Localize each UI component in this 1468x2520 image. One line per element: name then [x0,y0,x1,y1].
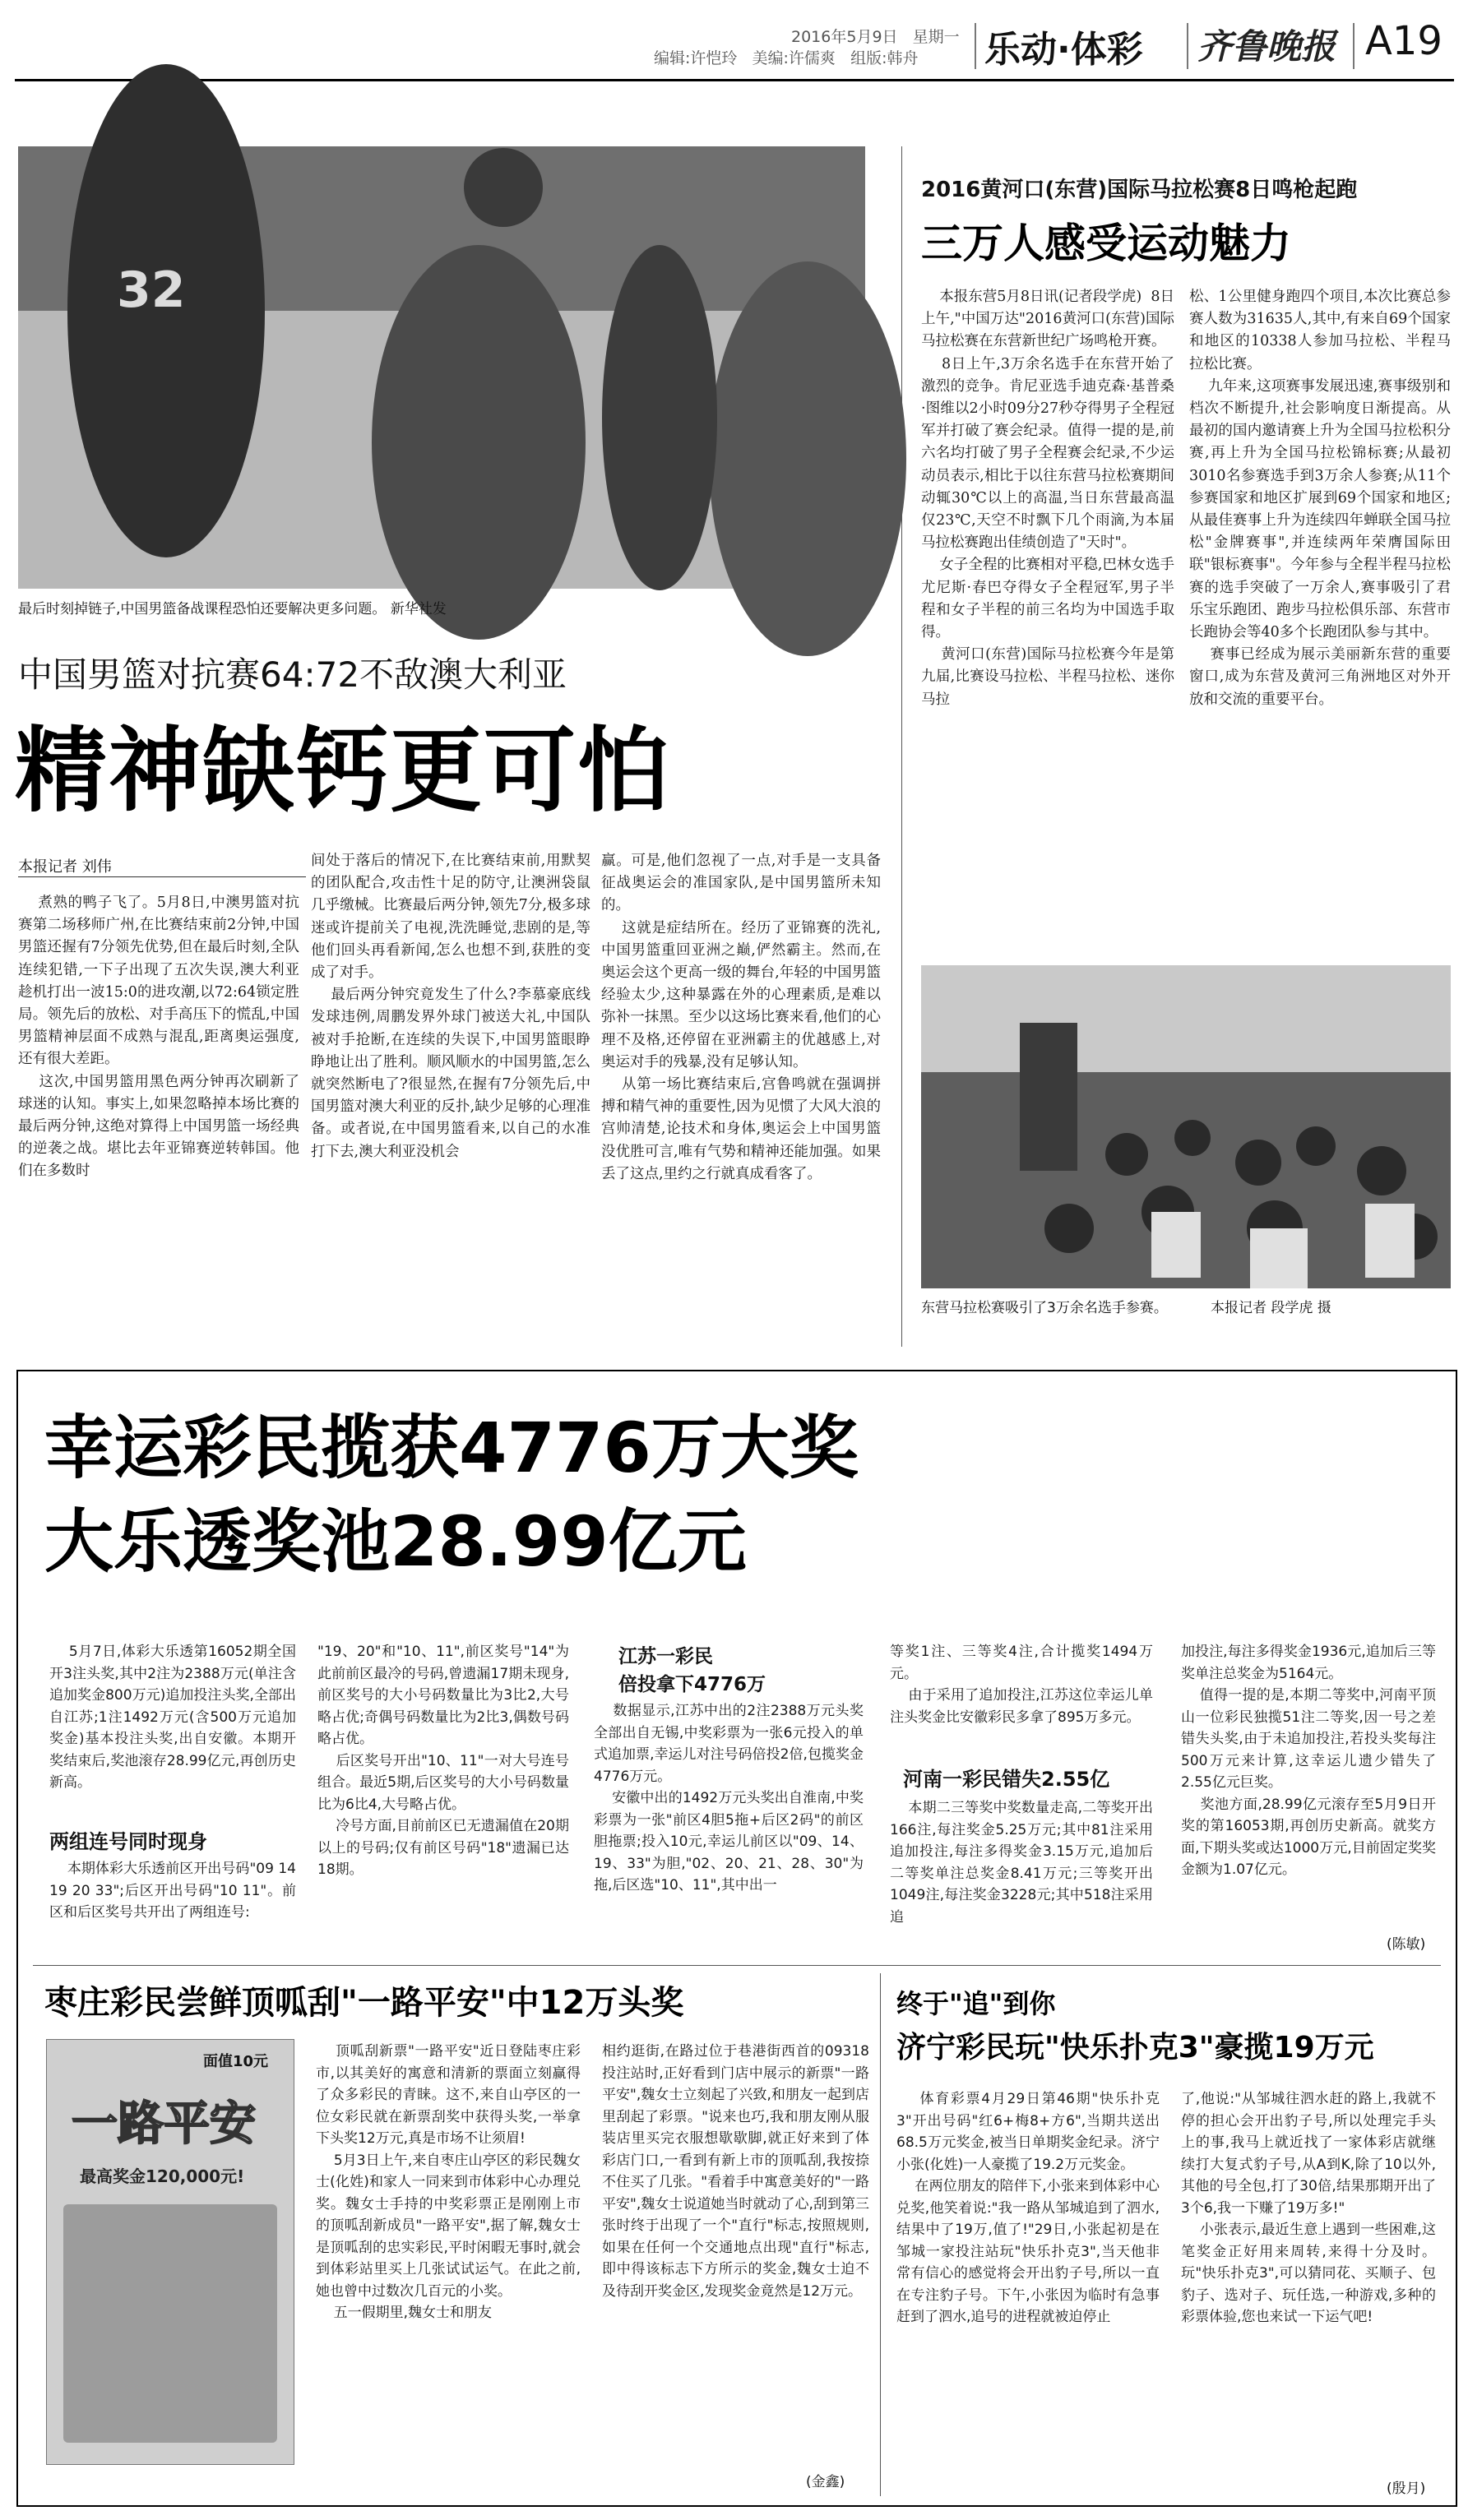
lottery-ticket [46,2039,294,2465]
section-title: 乐动·体彩 [984,29,1143,71]
header-divider-1 [975,23,976,69]
ticket-price: 面值10元 [203,2053,269,2070]
header-divider-2 [1187,23,1188,69]
lottery-col3-subhead-1: 江苏一彩民 [618,1646,713,1667]
header-date: 2016年5月9日 [791,28,898,46]
lottery-col1b: 本期体彩大乐透前区开出号码"09 14 19 20 33";后区开出号码"10 11"。前区和后区奖号共开出了两组连号: [49,1861,301,1921]
jining-col2: 了,他说:"从邹城往泗水赶的路上,我就不停的担心会开出豹子号,所以处理完手头上的事,我马上就近找了一家体彩店就继续打大复式豹子号,从A到K,除了10以外,其他的号全包,打了30倍,结果那期开出了3个6,我一下赚了19万多!" 小张表示,最近生意上遇到一些困难,这笔奖金正好用来周转,来得十分及时。玩"快乐扑克3",可以猜同花、买顺子、包豹子、选对子、玩任选,一种游戏,多种的彩票体验,您也来试一下运气吧! [1181,2091,1436,2325]
basketball-subtitle: 中国男篮对抗赛64:72不敌澳大利亚 [18,654,567,695]
basketball-title: 精神缺钙更可怕 [15,718,671,825]
header-divider-3 [1353,23,1355,69]
header-rule [15,79,1454,81]
header-editor: 编辑:许恺玲 [654,49,738,67]
basketball-photo-caption: 最后时刻掉链子,中国男篮备战课程恐怕还要解决更多问题。 新华社发 [18,601,447,617]
marathon-photo-art [921,965,1451,1288]
ticket-prize: 最高奖金120,000元! [80,2166,245,2186]
marathon-col2: 松、1公里健身跑四个项目,本次比赛总参赛人数为31635人,其中,有来自69个国家和地区的10338人参加马拉松、半程马拉松比赛。 九年来,这项赛事发展迅速,赛事级别和档次不断提升,社会影响度日渐提高。从最初的国内邀请赛上升为全国马拉松积分赛,再上升为全国马拉松锦标赛;从最初3010名参赛选手到3万余人参赛;从11个参赛国家和地区扩展到69个国家和地区;从最佳赛事上升为连续四年蝉联全国马拉松"金牌赛事",并连续两年荣膺国际田联"银标赛事"。今年参与全程半程马拉松赛的选手突破了一万余人,赛事吸引了君乐宝乐跑团、跑步马拉松俱乐部、东营市长跑协会等40多个长跑团队参与其中。 赛事已经成为展示美丽新东营的重要窗口,成为东营及黄河三角洲地区对外开放和交流的重要平台。 [1189,289,1451,708]
lottery-col1: 5月7日,体彩大乐透第16052期全国开3注头奖,其中2注为2388万元(单注含追加奖金800万元)追加投注头奖,全部出自江苏;1注1492万元(含500万元追加奖金)基本投注头奖,出自安徽。本期开奖结束后,奖池滚存28.99亿元,再创历史新高。 [49,1644,296,1791]
lottery-title-1: 幸运彩民揽获4776万大奖 [44,1408,859,1488]
ticket-scratch-area [63,2204,277,2443]
header-meta-line1 [791,25,960,47]
lottery-col3-subhead-2: 倍投拿下4776万 [618,1674,766,1695]
lottery-col2: "19、20"和"10、11",前区奖号"14"为此前前区最冷的号码,曾遗漏17期未现身,前区奖号的大小号码数量比为3比2,大号略占优;奇偶号码数量比为2比3,偶数号码略占优。 后区奖号开出"10、11"一对大号连号组合。最近5期,后区奖号的大小号码数量比为6比4,大号略占优。 冷号方面,目前前区已无遗漏值在20期以上的号码;仅有前区号码"18"遗漏已达18期。 [317,1644,569,1878]
lottery-col5-end: (陈敏) [1387,1936,1426,1953]
basketball-photo-art [18,146,865,589]
header-designer: 美编:许儒爽 [752,49,836,67]
marathon-photo-caption: 东营马拉松赛吸引了3万余名选手参赛。 [921,1300,1168,1316]
lottery-col4b: 本期二三等奖中奖数量走高,二等奖开出166注,每注奖金5.25万元;其中81注采用追加投注,每注多得奖金3.15万元,追加后二等奖单注总奖金8.41万元;三等奖开出1049注,每注奖金3228元;其中518注采用追 [890,1800,1153,1926]
ticket-label: 一路平安 [72,2097,256,2151]
byline-rule [18,876,306,877]
basketball-col3: 赢。可是,他们忽视了一点,对手是一支具备征战奥运会的准国家队,是中国男篮所未知的。 这就是症结所在。经历了亚锦赛的洗礼,中国男篮重回亚洲之巅,俨然霸主。然而,在奥运会这个更高一级的舞台,年轻的中国男篮经验太少,这种暴露在外的心理素质,是难以弥补一抹黑。至少以这场比赛来看,他们的心理不及格,还停留在亚洲霸主的优越感上,对奥运对手的残暴,没有足够认知。 从第一场比赛结束后,宫鲁鸣就在强调拼搏和精气神的重要性,因为见惯了大风大浪的宫帅清楚,论技术和身体,奥运会上中国男篮没优胜可言,唯有气势和精神还能加强。如果丢了这点,里约之行就真成看客了。 [601,853,881,1182]
lottery-col3: 数据显示,江苏中出的2注2388万元头奖全部出自无锡,中奖彩票为一张6元投入的单式追加票,幸运儿对注号码倍投2倍,包揽奖金4776万元。 安徽中出的1492万元头奖出自淮南,中奖彩票为一张"前区4胆5拖+后区2码"的前区胆拖票;投入10元,幸运儿前区以"09、14、19、33"为胆,"02、20、21、28、30"为拖,后区选"10、11",其中出一 [594,1703,864,1893]
zaozhuang-col2-end: (金鑫) [806,2474,845,2490]
lottery-col5: 加投注,每注多得奖金1936元,追加后三等奖单注总奖金为5164元。 值得一提的是,本期二等奖中,河南平顶山一位彩民独揽51注二等奖,因一号之差错失头奖,由于未追加投注,若投头奖每注500万元来计算,这幸运儿遗少错失了2.55亿元巨奖。 奖池方面,28.99亿元滚存至5月9日开奖的第16053期,再创历史新高。就奖方面,下期头奖或达1000万元,目前固定奖奖金额为1.07亿元。 [1181,1644,1436,1878]
marathon-photo-credit: 本报记者 段学虎 摄 [1211,1300,1331,1316]
jining-title-small: 终于"追"到你 [896,1988,1056,2019]
basketball-icon [464,148,543,227]
basketball-photo [18,146,865,589]
marathon-title: 三万人感受运动魅力 [921,220,1291,267]
basketball-col1: 煮熟的鸭子飞了。5月8日,中澳男篮对抗赛第二场移师广州,在比赛结束前2分钟,中国男篮还握有7分领先优势,但在最后时刻,全队连续犯错,一下子出现了五次失误,澳大利亚趁机打出一波15:0的进攻潮,以72:64锁定胜局。领先后的放松、对手高压下的慌乱,中国男篮精神层面不成熟与混乱,距离奥运强度,还有很大差距。 这次,中国男篮用黑色两分钟再次刷新了球迷的认知。事实上,如果忽略掉本场比赛的最后两分钟,这绝对算得上中国男篮一场经典的逆袭之战。堪比去年亚锦赛逆转韩国。他们在多数时 [18,895,299,1180]
svg-text:32: 32 [117,261,186,319]
jining-divider [880,1973,881,2496]
jining-col2-end: (殷月) [1387,2481,1426,2497]
lottery-col4: 等奖1注、三等奖4注,合计揽奖1494万元。 由于采用了追加投注,江苏这位幸运儿单注头奖金比安徽彩民多拿了895万多元。 [890,1644,1153,1726]
header-meta-line2 [654,46,918,68]
paper-logo: 齐鲁晚报 [1197,26,1336,67]
page-number: A19 [1365,18,1443,64]
lottery-col4-subhead: 河南一彩民错失2.55亿 [903,1768,1110,1791]
marathon-subtitle: 2016黄河口(东营)国际马拉松赛8日鸣枪起跑 [921,178,1358,202]
header-weekday: 星期一 [912,28,960,46]
marathon-photo [921,965,1451,1288]
jining-title: 济宁彩民玩"快乐扑克3"豪揽19万元 [896,2031,1374,2065]
jining-col1: 体育彩票4月29日第46期"快乐扑克3"开出号码"红6+梅8+方6",当期共送出68.5万元奖金,被当日单期奖金纪录。济宁小张(化姓)一人豪揽了19.2万元奖金。 在两位朋友的陪伴下,小张来到体彩中心兑奖,他笑着说:"我一路从邹城追到了泗水,结果中了19万,值了!"29日,小张起初是在邹城一家投注站玩"快乐扑克3",当天他非常有信心的感觉将会开出豹子号,所以一直在专注豹子号。下午,小张因为临时有急事赶到了泗水,追号的进程就被迫停止 [896,2091,1160,2325]
marathon-col1: 本报东营5月8日讯(记者段学虎) 8日上午,"中国万达"2016黄河口(东营)国际马拉松赛在东营新世纪广场鸣枪开赛。 8日上午,3万余名选手在东营开始了激烈的竞争。肯尼亚选手迪克森·基普桑·图维以2小时09分27秒夺得男子全程冠军并打破了赛会纪录。值得一提的是,前六名均打破了男子全程赛会纪录,不少运动员表示,相比于以往东营马拉松赛期间动辄30℃以上的高温,当日东营最高温仅23℃,天空不时飘下几个雨滴,为本届马拉松赛跑出佳绩创造了"天时"。 女子全程的比赛相对平稳,巴林女选手尤尼斯·春巴夺得女子全程冠军,男子半程和女子半程的前三名均为中国选手取得。 黄河口(东营)国际马拉松赛今年是第九届,比赛设马拉松、半程马拉松、迷你马拉 [921,289,1174,708]
lottery-title-2: 大乐透奖池28.99亿元 [44,1501,747,1582]
marathon-divider [901,146,902,1347]
zaozhuang-col2: 相约逛街,在路过位于巷港街西首的09318投注站时,正好看到门店中展示的新票"一路平安",魏女士立刻起了兴致,和朋友一起到店里刮起了彩票。"说来也巧,我和朋友刚从服装店里买完衣服想歇歇脚,就正好来到了体彩店门口,一看到有新上市的顶呱刮,我按捺不住买了几张。"看着手中寓意美好的"一路平安",魏女士说道她当时就动了心,刮到第三张时终于出现了一个"直行"标志,按照规则,如果在任何一个交通地点出现"直行"标志,即中得该标志下方所示的奖金,魏女士迫不及待刮开奖金区,发现奖金竟然是12万元。 [602,2043,869,2300]
zaozhuang-title: 枣庄彩民尝鲜顶呱刮"一路平安"中12万头奖 [44,1984,684,2022]
header-proof: 组版:韩舟 [850,49,919,67]
zaozhuang-col1: 顶呱刮新票"一路平安"近日登陆枣庄彩市,以其美好的寓意和清新的票面立刻赢得了众多彩民的青睐。这不,来自山亭区的一位女彩民就在新票刮奖中获得头奖,一举拿下头奖12万元,真是市场不让须眉! 5月3日上午,来自枣庄山亭区的彩民魏女士(化姓)和家人一同来到市体彩中心办理兑奖。魏女士手持的中奖彩票正是刚刚上市的顶呱刮新成员"一路平安",据了解,魏女士是顶呱刮的忠实彩民,平时闲暇无事时,就会到体彩站里买上几张试试运气。在此之前,她也曾中过数次几百元的小奖。 五一假期里,魏女士和朋友 [316,2043,581,2321]
lottery-col1-subhead: 两组连号同时现身 [49,1830,207,1853]
basketball-byline: 本报记者 刘伟 [18,858,112,876]
basketball-col2: 间处于落后的情况下,在比赛结束前,用默契的团队配合,攻击性十足的防守,让澳洲袋鼠几乎缴械。比赛最后两分钟,领先7分,极多球迷或许提前关了电视,洗洗睡觉,悲剧的是,等他们回头再看新闻,怎么也想不到,获胜的变成了对手。 最后两分钟究竟发生了什么?李慕豪底线发球违例,周鹏发界外球门被送大礼,中国队被对手抢断,在连续的失误下,中国男篮眼睁睁地让出了胜利。顺风顺水的中国男篮,怎么就突然断电了?很显然,在握有7分领先后,中国男篮对澳大利亚的反扑,缺少足够的心理准备。或者说,在中国男篮看来,以自己的水准打下去,澳大利亚没机会 [311,853,590,1160]
lottery-divider [33,1965,1441,1966]
